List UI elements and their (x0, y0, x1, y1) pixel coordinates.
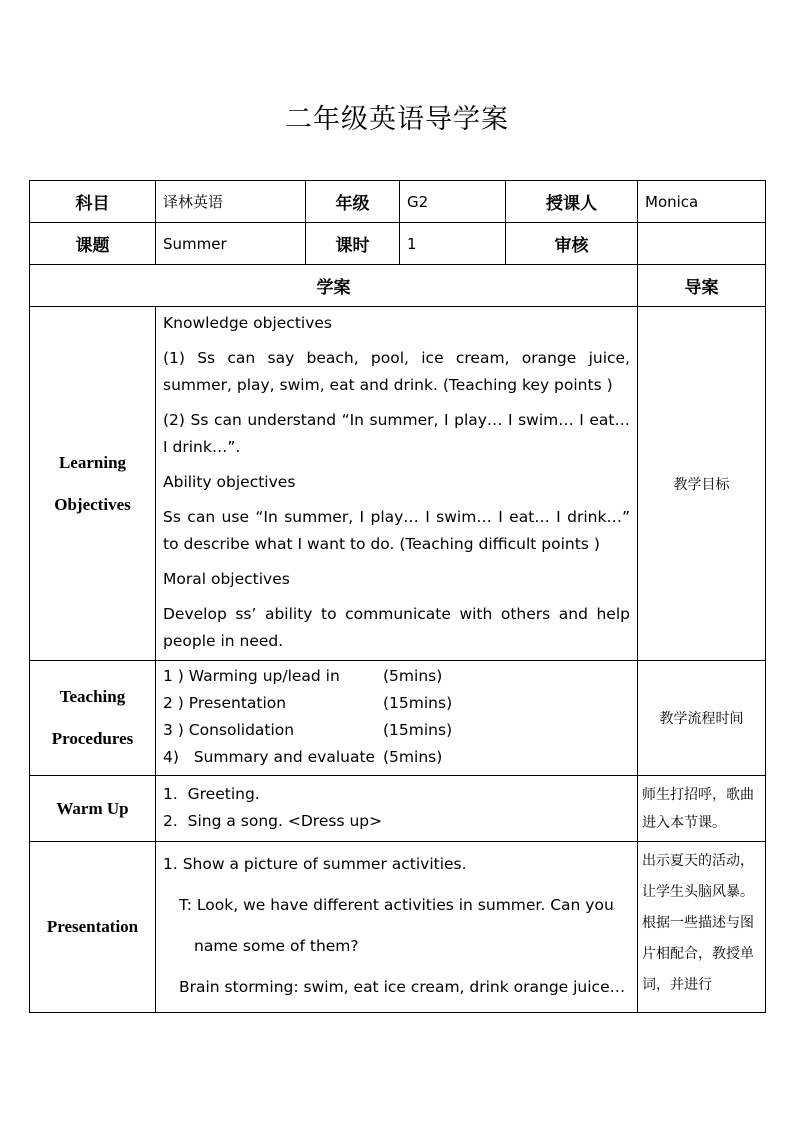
presentation-line: Brain storming: swim, eat ice cream, drink orange juice… (179, 978, 626, 996)
warmup-row (30, 776, 766, 842)
procedure-step: 4) Summary and evaluate (5mins) (163, 748, 443, 766)
procedures-label (30, 661, 156, 776)
presentation-line: 1. Show a picture of summer activities. (163, 855, 467, 873)
objectives-guide: 教学目标 (638, 307, 766, 661)
objective-line: Ability objectives (163, 473, 296, 491)
teacher-value: Monica (638, 181, 766, 223)
teacher-label: 授课人 (506, 181, 638, 223)
header-row-1 (30, 181, 766, 223)
objectives-row (30, 307, 766, 661)
grade-value: G2 (400, 181, 506, 223)
presentation-content (156, 842, 638, 1013)
topic-label: 课题 (30, 223, 156, 265)
subject-label: 科目 (30, 181, 156, 223)
review-label: 审核 (506, 223, 638, 265)
presentation-line: name some of them? (194, 937, 359, 955)
procedures-row (30, 661, 766, 776)
presentation-row (30, 842, 766, 1013)
guide-column-header: 导案 (638, 265, 766, 307)
procedure-step: 2 ) Presentation (15mins) (163, 694, 453, 712)
warmup-content (156, 776, 638, 842)
topic-value: Summer (156, 223, 306, 265)
procedures-label-line1: Teaching (59, 687, 126, 706)
period-label: 课时 (306, 223, 400, 265)
presentation-guide: 出示夏天的活动，让学生头脑风暴。根据一些描述与图片相配合，教授单词，并进行 (638, 842, 766, 1013)
presentation-line: T: Look, we have different activities in summer. Can you (179, 896, 614, 914)
period-value: 1 (400, 223, 506, 265)
objective-line: Ss can use “In summer, I play… I swim… I eat… I drink…” to describe what I want to do. (Teaching difficult points ) (163, 508, 630, 553)
warmup-label: Warm Up (30, 776, 156, 842)
objective-line: (1) Ss can say beach, pool, ice cream, orange juice, summer, play, swim, eat and drink. (Teaching key points ) (163, 349, 630, 394)
review-value (638, 223, 766, 265)
procedure-step: 1 ) Warming up/lead in (5mins) (163, 667, 443, 685)
objectives-content (156, 307, 638, 661)
objective-line: (2) Ss can understand “In summer, I play… I swim… I eat… I drink…”. (163, 411, 630, 456)
objectives-label-line1: Learning (58, 452, 127, 472)
objective-line: Develop ss’ ability to communicate with others and help people in need. (163, 605, 630, 650)
procedure-step: 3 ) Consolidation (15mins) (163, 721, 453, 739)
warmup-line: 1. Greeting. (163, 784, 260, 803)
subject-value: 译林英语 (156, 181, 306, 223)
procedures-guide: 教学流程时间 (638, 661, 766, 776)
objectives-label-line2: Objectives (54, 494, 131, 514)
warmup-line: 2. Sing a song. <Dress up> (163, 811, 383, 830)
objective-line: Knowledge objectives (163, 314, 332, 332)
document-title: 二年级英语导学案 (285, 104, 509, 135)
column-header-row (30, 265, 766, 307)
procedures-content (156, 661, 638, 776)
presentation-label: Presentation (30, 842, 156, 1013)
header-row-2 (30, 223, 766, 265)
study-column-header: 学案 (30, 265, 638, 307)
objectives-label (30, 307, 156, 661)
objective-line: Moral objectives (163, 570, 290, 588)
procedures-label-line2: Procedures (51, 729, 134, 748)
lesson-plan-table (29, 180, 766, 1013)
warmup-guide: 师生打招呼，歌曲进入本节课。 (638, 776, 766, 842)
grade-label: 年级 (306, 181, 400, 223)
